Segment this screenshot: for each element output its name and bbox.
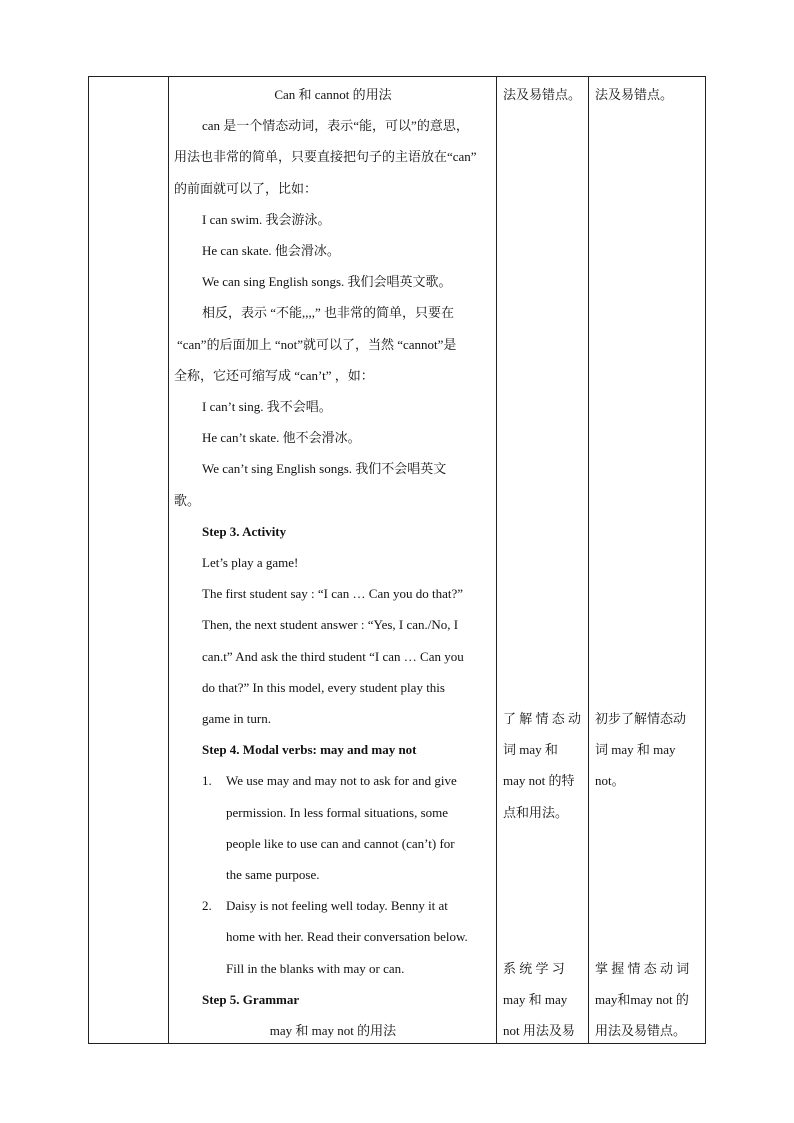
list-item-line: the same purpose.: [226, 867, 320, 882]
list-item-line: Fill in the blanks with may or can.: [226, 961, 405, 976]
objective-cell: [497, 77, 589, 1043]
lesson-table: [88, 76, 706, 1044]
goal-line: not。: [595, 773, 625, 788]
example-sentence: I can’t sing. 我不会唱。: [202, 399, 332, 414]
objective-line: 系 统 学 习: [503, 961, 565, 976]
can-usage-title: Can 和 cannot 的用法: [274, 87, 392, 102]
list-item-line: people like to use can and cannot (can’t) for: [226, 836, 455, 851]
objective-line: 法及易错点。: [503, 87, 582, 102]
step5-heading: Step 5. Grammar: [202, 992, 300, 1007]
objective-line: may 和 may: [503, 992, 568, 1007]
objective-line: 了 解 情 态 动: [503, 711, 582, 726]
goal-cell: [589, 77, 705, 1043]
objective-line: not 用法及易: [503, 1023, 575, 1038]
paragraph-line: 全称，它还可缩写成 “can’t” ，如：: [174, 368, 374, 383]
teaching-content-cell: [169, 77, 497, 1043]
activity-line: can.t” And ask the third student “I can … Can you: [202, 649, 464, 664]
objective-line: 点和用法。: [503, 805, 569, 820]
example-sentence: He can skate. 他会滑冰。: [202, 243, 340, 258]
activity-line: do that?” In this model, every student play this: [202, 680, 445, 695]
paragraph-line: 用法也非常的简单，只要直接把句子的主语放在“can”: [174, 149, 477, 164]
activity-line: The first student say : “I can … Can you do that?”: [202, 586, 464, 601]
example-sentence: We can sing English songs. 我们会唱英文歌。: [202, 274, 452, 289]
list-number: 1.: [202, 773, 212, 788]
example-sentence: He can’t skate. 他不会滑冰。: [202, 430, 361, 445]
objective-line: 词 may 和: [503, 742, 558, 757]
may-usage-title: may 和 may not 的用法: [269, 1023, 397, 1038]
list-item-line: permission. In less formal situations, some: [226, 805, 449, 820]
paragraph-line: 的前面就可以了，比如：: [174, 181, 318, 196]
example-sentence: I can swim. 我会游泳。: [202, 212, 331, 227]
list-item-line: home with her. Read their conversation below.: [226, 929, 468, 944]
step4-heading: Step 4. Modal verbs: may and may not: [202, 742, 417, 757]
paragraph-line: “can”的后面加上 “not”就可以了，当然 “cannot”是: [177, 337, 457, 352]
goal-line: 用法及易错点。: [595, 1023, 687, 1038]
activity-line: Then, the next student answer : “Yes, I can./No, I: [202, 617, 459, 632]
goal-line: 法及易错点。: [595, 87, 674, 102]
step3-heading: Step 3. Activity: [202, 524, 287, 539]
paragraph-line: 相反，表示 “不能,,,,” 也非常的简单，只要在: [202, 305, 455, 320]
goal-line: 词 may 和 may: [595, 742, 676, 757]
paragraph-line: can 是一个情态动词，表示“能，可以”的意思，: [202, 118, 469, 133]
goal-line: 初步了解情态动: [595, 711, 687, 726]
activity-line: Let’s play a game!: [202, 555, 299, 570]
goal-line: may和may not 的: [595, 992, 689, 1007]
activity-line: game in turn.: [202, 711, 271, 726]
objective-line: may not 的特: [503, 773, 575, 788]
list-item-line: We use may and may not to ask for and give: [226, 773, 457, 788]
example-sentence: 歌。: [174, 493, 201, 508]
example-sentence: We can’t sing English songs. 我们不会唱英文: [202, 461, 447, 476]
list-item-line: Daisy is not feeling well today. Benny it at: [226, 898, 448, 913]
goal-line: 掌 握 情 态 动 词: [595, 961, 690, 976]
list-number: 2.: [202, 898, 212, 913]
